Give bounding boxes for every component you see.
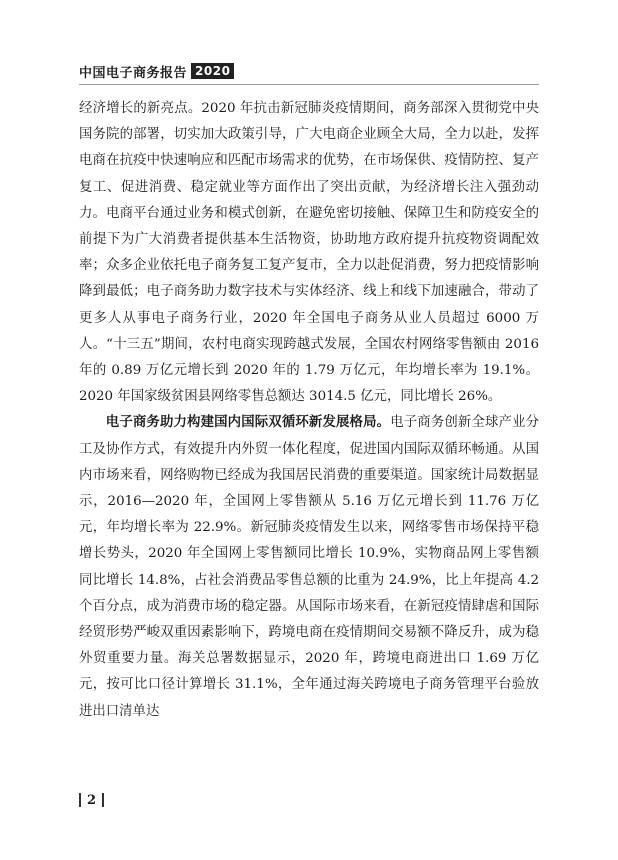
- page-number: 2: [87, 792, 97, 808]
- page-footer: [79, 791, 104, 809]
- paragraph-2-text: 电子商务创新全球产业分工及协作方式，有效提升内外贸一体化程度，促进国内国际双循环畅通。从国内市场来看，网络购物已经成为我国居民消费的重要渠道。国家统计局数据显示，2016—2020 年，全国网上零售额从 5.16 万亿元增长到 11.76 万亿元，年均增长率为 22.9%。新冠肺炎疫情发生以来，网络零售市场保持平稳增长势头，2020 年全国网上零售额同比增长 10.9%，实物商品网上零售额同比增长 14.8%，占社会消费品零售总额的比重为 24.9%，比上年提高 4.2 个百分点，成为消费市场的稳定器。从国际市场来看，在新冠疫情肆虐和国际经贸形势严峻双重因素影响下，跨境电商在疫情期间交易额不降反升，成为稳外贸重要力量。海关总署数据显示，2020 年，跨境电商进出口 1.69 万亿元，按可比口径计算增长 31.1%，全年通过海关跨境电子商务管理平台验放进出口清单达: [79, 415, 540, 719]
- footer-right-bar: [102, 793, 104, 807]
- footer-left-bar: [79, 793, 81, 807]
- report-year-badge: 2020: [191, 63, 234, 79]
- report-title: 中国电子商务报告: [79, 65, 188, 81]
- running-header: [79, 62, 234, 80]
- paragraph-2: [79, 410, 539, 724]
- header-divider: [79, 84, 539, 85]
- paragraph-2-lead: 电子商务助力构建国内国际双循环新发展格局。: [105, 415, 391, 431]
- body-text: [79, 96, 539, 725]
- paragraph-1: 经济增长的新亮点。2020 年抗击新冠肺炎疫情期间，商务部深入贯彻党中央国务院的部署，切实加大政策引导，广大电商企业顾全大局，全力以赴，发挥电商在抗疫中快速响应和匹配市场需求的优势，在市场保供、疫情防控、复产复工、促进消费、稳定就业等方面作出了突出贡献，为经济增长注入强劲动力。电商平台通过业务和模式创新，在避免密切接触、保障卫生和防疫安全的前提下为广大消费者提供基本生活物资，协助地方政府提升抗疫物资调配效率；众多企业依托电子商务复工复产复市，全力以赴促消费，努力把疫情影响降到最低；电子商务助力数字技术与实体经济、线上和线下加速融合，带动了更多人从事电子商务行业，2020 年全国电子商务从业人员超过 6000 万人。“十三五”期间，农村电商实现跨越式发展，全国农村网络零售额由 2016 年的 0.89 万亿元增长到 2020 年的 1.79 万亿元，年均增长率为 19.1%。2020 年国家级贫困县网络零售总额达 3014.5 亿元，同比增长 26%。: [79, 101, 539, 405]
